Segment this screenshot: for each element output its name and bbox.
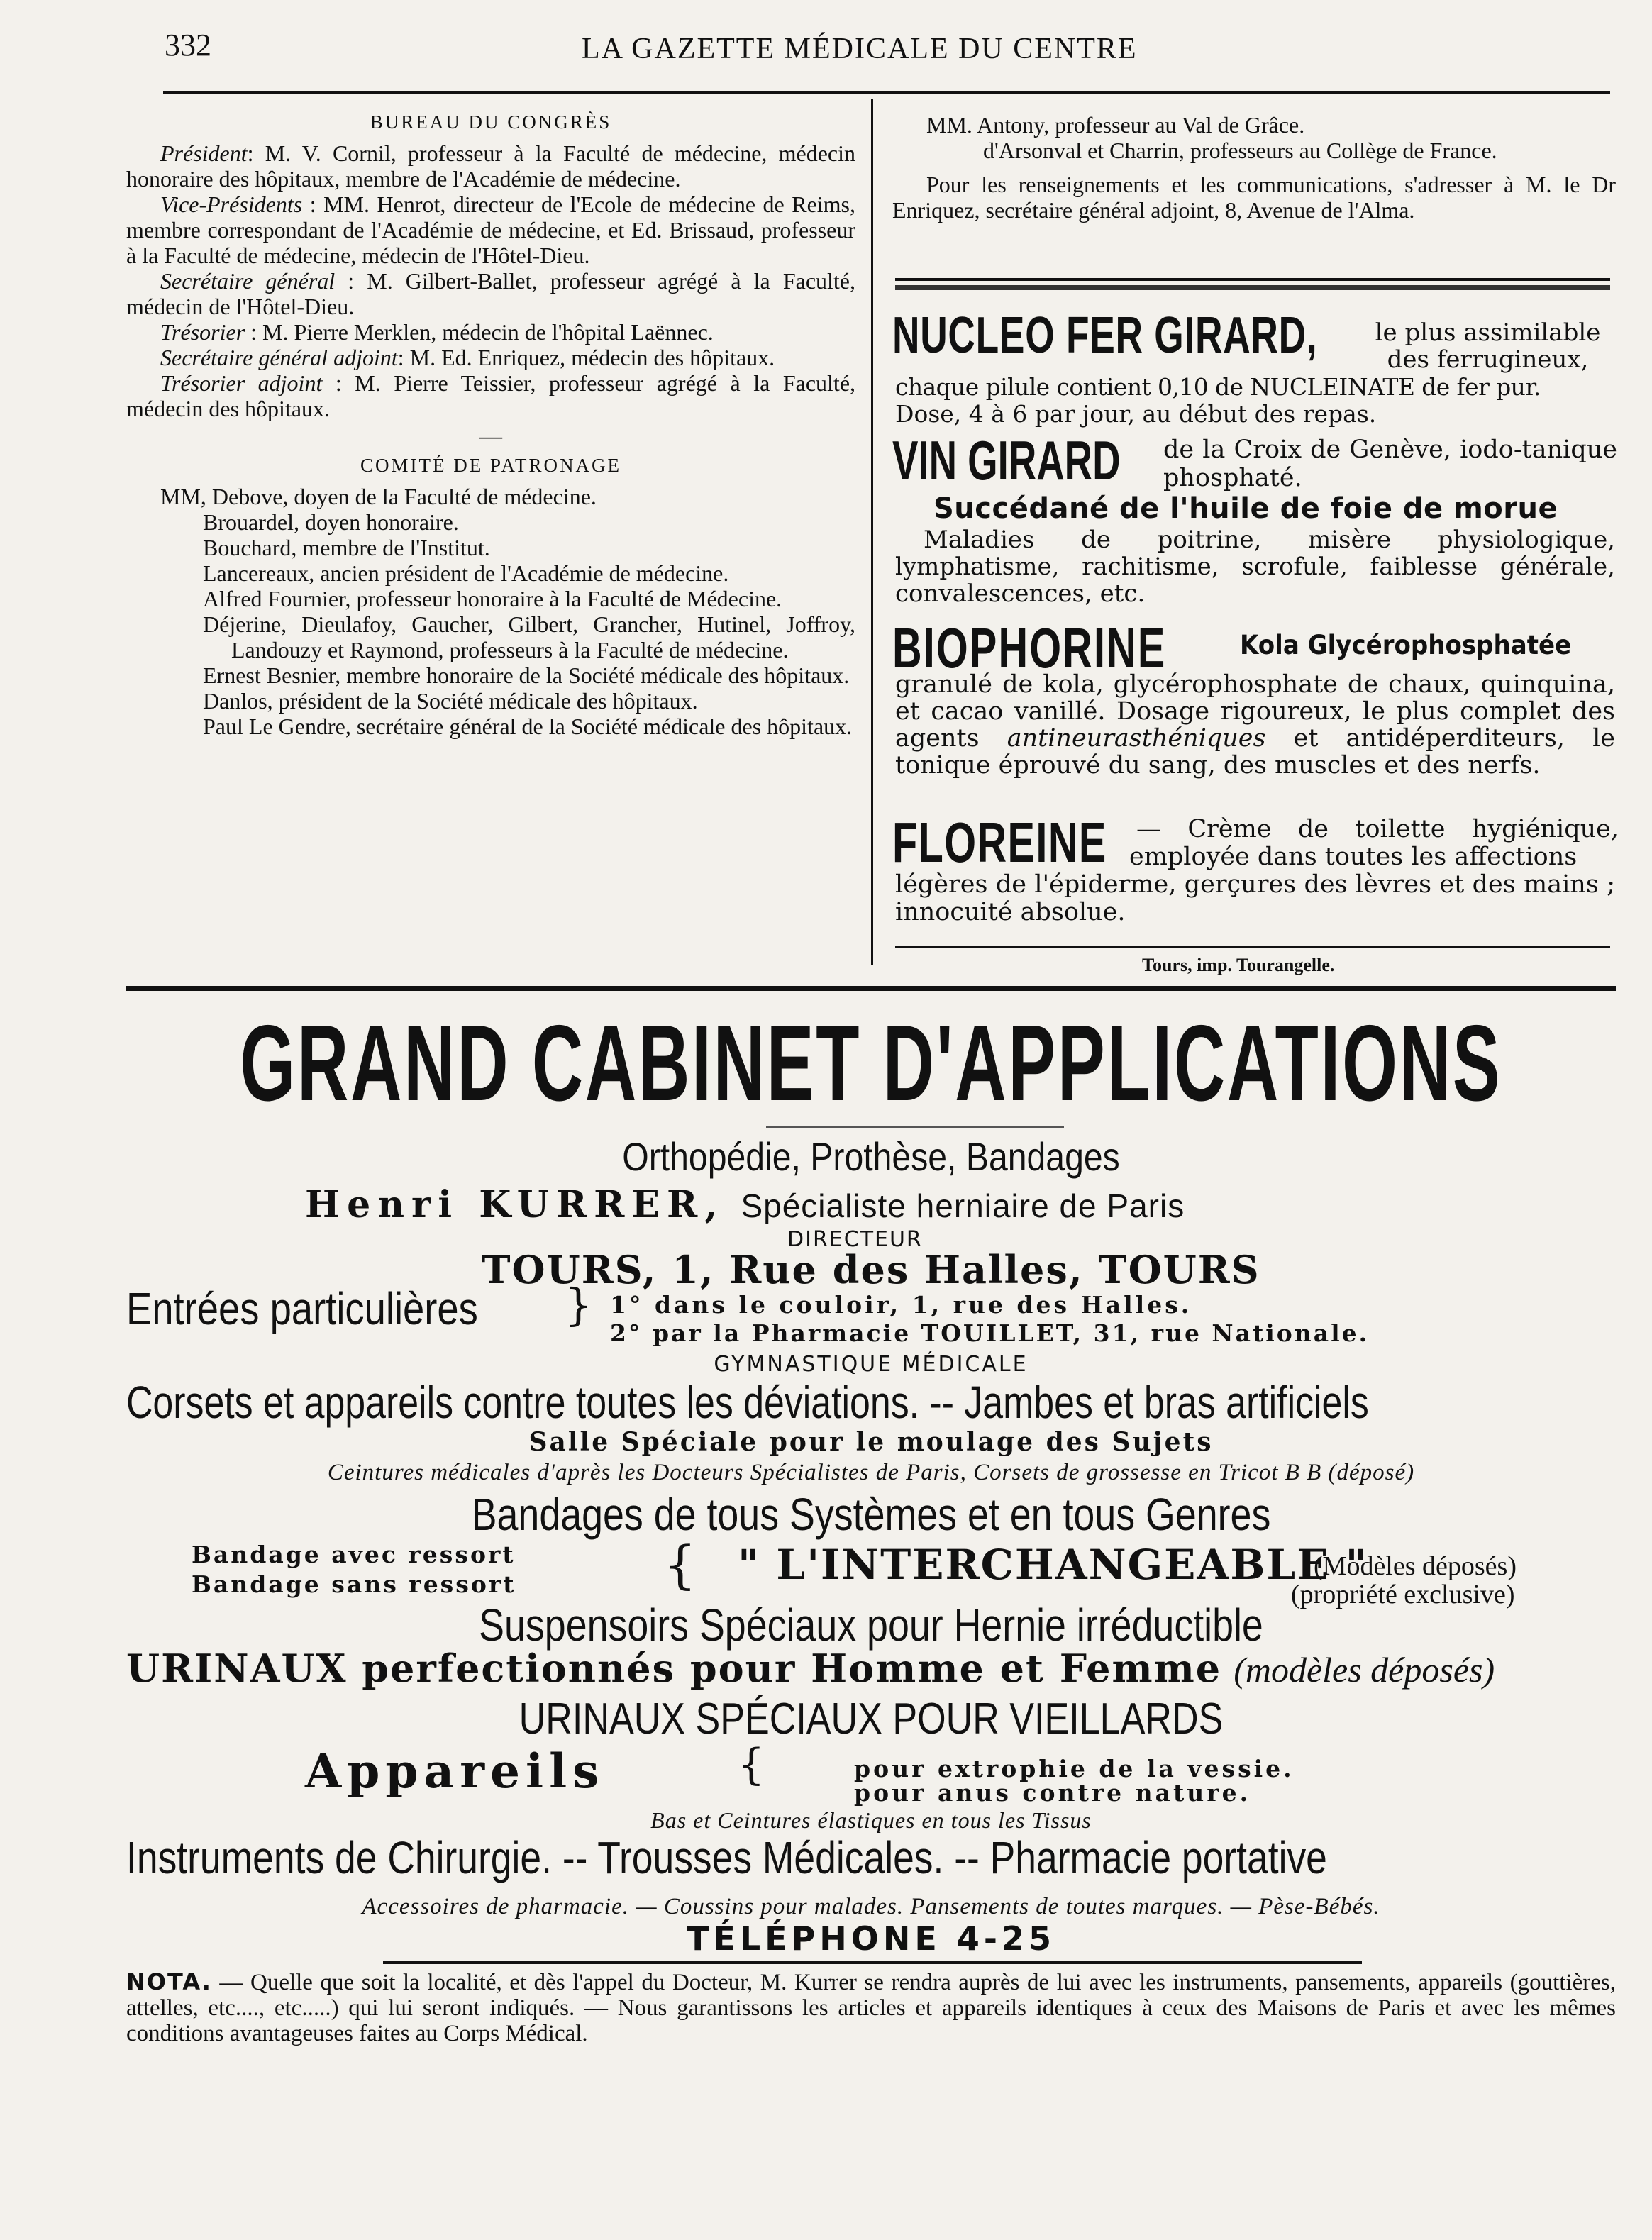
bureau-entry: Trésorier : M. Pierre Merklen, médecin de l'hôpital Laënnec. [160, 319, 714, 345]
propriete-exclusive: (propriété exclusive) [1291, 1580, 1515, 1609]
vin-ad-subtitle: Succédané de l'huile de foie de morue [933, 492, 1558, 525]
contact-text: Pour les renseignements et les communications, s'adresser à M. le Dr Enriquez, secrétaire général adjoint, 8, Avenue de l'Alma. [892, 172, 1616, 223]
urinaux-vieillards: URINAUX SPÉCIAUX POUR VIEILLARDS [519, 1695, 1224, 1743]
entree-1: 1° dans le couloir, 1, rue des Halles. [610, 1291, 1192, 1319]
nota-label: NOTA. [126, 1968, 212, 1995]
bandage-avec: Bandage avec ressort [192, 1541, 516, 1568]
entrees-brace: } [565, 1279, 593, 1331]
ad-top-rule-2 [895, 285, 1610, 290]
comite-entry: Paul Le Gendre, secrétaire général de la Société médicale des hôpitaux. [203, 714, 853, 739]
bureau-entry: Secrétaire général : M. Gilbert-Ballet, professeur agrégé à la Faculté, médecin de l'Hôtel-Dieu. [126, 268, 855, 319]
director-label: DIRECTEUR [787, 1227, 923, 1252]
urinaux-line: URINAUX perfectionnés pour Homme et Femme (modèles déposés) [126, 1646, 1495, 1691]
entrees-label: Entrées particulières [126, 1283, 478, 1334]
accessoires-line: Accessoires de pharmacie. — Coussins pour malades. Pansements de toutes marques. — Pèse-Bébés. [362, 1894, 1380, 1919]
ad-frame-rule [126, 986, 1616, 991]
nucleo-ad-name: NUCLEO FER GIRARD, [892, 307, 1318, 364]
column-divider [871, 99, 873, 965]
comite-entry: Brouardel, doyen honoraire. [203, 509, 459, 535]
appareils-brace: { [738, 1740, 765, 1790]
bureau-entry: Secrétaire général adjoint: M. Ed. Enriquez, médecin des hôpitaux. [160, 345, 775, 370]
vin-ad-name: VIN GIRARD [892, 429, 1121, 492]
appareils-2: pour anus contre nature. [854, 1779, 1251, 1807]
bas-line: Bas et Ceintures élastiques en tous les Tissus [650, 1807, 1092, 1833]
bureau-entry: Président: M. V. Cornil, professeur à la Faculté de médecine, médecin honoraire des hôpitaux, membre de l'Académie de médecine. [126, 140, 855, 192]
appareils-1: pour extrophie de la vessie. [854, 1755, 1295, 1782]
telephone-rule [383, 1961, 1362, 1964]
mm-line: MM. Antony, professeur au Val de Grâce. [926, 112, 1305, 138]
vin-ad-tagline: de la Croix de Genève, iodo-tanique phosphaté. [1163, 436, 1617, 492]
imprint-rule [895, 946, 1610, 948]
biophorine-ad-name: BIOPHORINE [892, 616, 1167, 680]
corsets-line: Corsets et appareils contre toutes les déviations. -- Jambes et bras artificiels [126, 1377, 1369, 1428]
floreine-ad-name: FLOREINE [892, 811, 1107, 874]
ad-top-rule [895, 278, 1610, 281]
ceintures-line: Ceintures médicales d'après les Docteurs Spécialistes de Paris, Corsets de grossesse en Tricot B B (déposé) [327, 1460, 1415, 1485]
suspensoirs-line: Suspensoirs Spéciaux pour Hernie irréductible [479, 1599, 1263, 1651]
title-underline [766, 1126, 1064, 1128]
bureau-entry: Trésorier adjoint : M. Pierre Teissier, professeur agrégé à la Faculté, médecin des hôpitaux. [126, 370, 856, 421]
mm-line-2: d'Arsonval et Charrin, professeurs au Collège de France. [983, 138, 1497, 163]
bandage-sans: Bandage sans ressort [192, 1570, 516, 1598]
bandage-brace: { [664, 1535, 697, 1595]
page-number: 332 [165, 28, 211, 62]
comite-entry: Déjerine, Dieulafoy, Gaucher, Gilbert, Grancher, Hutinel, Joffroy, Landouzy et Raymond, professeurs à la Faculté de médecine. [203, 611, 855, 662]
running-title: LA GAZETTE MÉDICALE DU CENTRE [582, 33, 1138, 65]
owner-line: Henri KURRER, Spécialiste herniaire de Paris [305, 1183, 1185, 1226]
salle-line: Salle Spéciale pour le moulage des Sujets [528, 1427, 1214, 1457]
nota-paragraph [126, 1969, 1616, 2046]
separator-dash: — [479, 423, 502, 448]
address-line: TOURS, 1, Rue des Halles, TOURS [482, 1247, 1260, 1292]
comite-entry: Lancereaux, ancien président de l'Académie de médecine. [203, 560, 729, 586]
nucleo-ad-line1: chaque pilule contient 0,10 de NUCLEINATE de fer pur. [895, 373, 1541, 401]
instruments-line: Instruments de Chirurgie. -- Trousses Médicales. -- Pharmacie portative [126, 1832, 1327, 1883]
comite-entry: Ernest Besnier, membre honoraire de la Société médicale des hôpitaux. [203, 662, 850, 688]
interchangeable: " L'INTERCHANGEABLE " [738, 1541, 1368, 1589]
nucleo-ad-line2: Dose, 4 à 6 par jour, au début des repas. [895, 400, 1377, 428]
biophorine-ad-tagline: Kola Glycérophosphatée [1240, 630, 1572, 660]
bureau-title: BUREAU DU CONGRÈS [370, 111, 612, 133]
vin-ad-text: Maladies de poitrine, misère physiologique, lymphatisme, rachitisme, scrofule, faiblesse générale, convalescences, etc. [895, 526, 1615, 608]
floreine-ad-tagline: — Crème de toilette hygiénique, employée dans toutes les affections [1129, 815, 1619, 871]
entree-2: 2° par la Pharmacie TOUILLET, 31, rue Nationale. [610, 1319, 1370, 1347]
bandages-all-line: Bandages de tous Systèmes et en tous Genres [471, 1489, 1271, 1540]
nota-text: — Quelle que soit la localité, et dès l'appel du Docteur, M. Kurrer se rendra auprès de lui avec les instruments, pansements, appareils (gouttières, attelles, etc...., etc.....) qui lui seront indiqués. — Nous garantissons les articles et appareils identiques à ceux des Maisons de Paris et avec les mêmes conditions avantageuses faites au Corps Médical. [126, 1970, 1617, 2046]
floreine-ad-text: légères de l'épiderme, gerçures des lèvres et des mains ; innocuité absolue. [895, 870, 1615, 926]
appareils-label: Appareils [305, 1743, 605, 1799]
comite-title: COMITÉ DE PATRONAGE [360, 455, 621, 476]
comite-entry: Danlos, président de la Société médicale des hôpitaux. [203, 688, 698, 714]
grand-cabinet-title: GRAND CABINET D'APPLICATIONS [240, 1003, 1502, 1124]
nucleo-ad-tagline: le plus assimilable des ferrugineux, [1375, 318, 1601, 374]
biophorine-ad-text: granulé de kola, glycérophosphate de chaux, quinquina, et cacao vanillé. Dosage rigoureux, le plus complet des agents antineurasthéniques et antidéperditeurs, le tonique éprouvé du sang, des muscles et des nerfs. [895, 670, 1615, 780]
ad-subtitle: Orthopédie, Prothèse, Bandages [622, 1134, 1120, 1179]
left-column [126, 105, 855, 739]
imprint: Tours, imp. Tourangelle. [1142, 955, 1335, 975]
header-rule [163, 91, 1610, 94]
gymnastique-label: GYMNASTIQUE MÉDICALE [714, 1352, 1029, 1377]
comite-entry: Alfred Fournier, professeur honoraire à la Faculté de Médecine. [203, 586, 782, 611]
comite-entry: MM, Debove, doyen de la Faculté de médecine. [160, 484, 597, 509]
telephone-line: TÉLÉPHONE 4-25 [687, 1919, 1055, 1958]
right-column [892, 112, 1616, 223]
modeles-deposes: (Modèles déposés) [1314, 1551, 1517, 1581]
comite-entry: Bouchard, membre de l'Institut. [203, 535, 490, 560]
bureau-entry: Vice-Présidents : MM. Henrot, directeur de l'Ecole de médecine de Reims, membre correspondant de l'Académie de médecine, et Ed. Brissaud, professeur à la Faculté de médecine, médecin de l'Hôtel-Dieu. [126, 192, 856, 268]
